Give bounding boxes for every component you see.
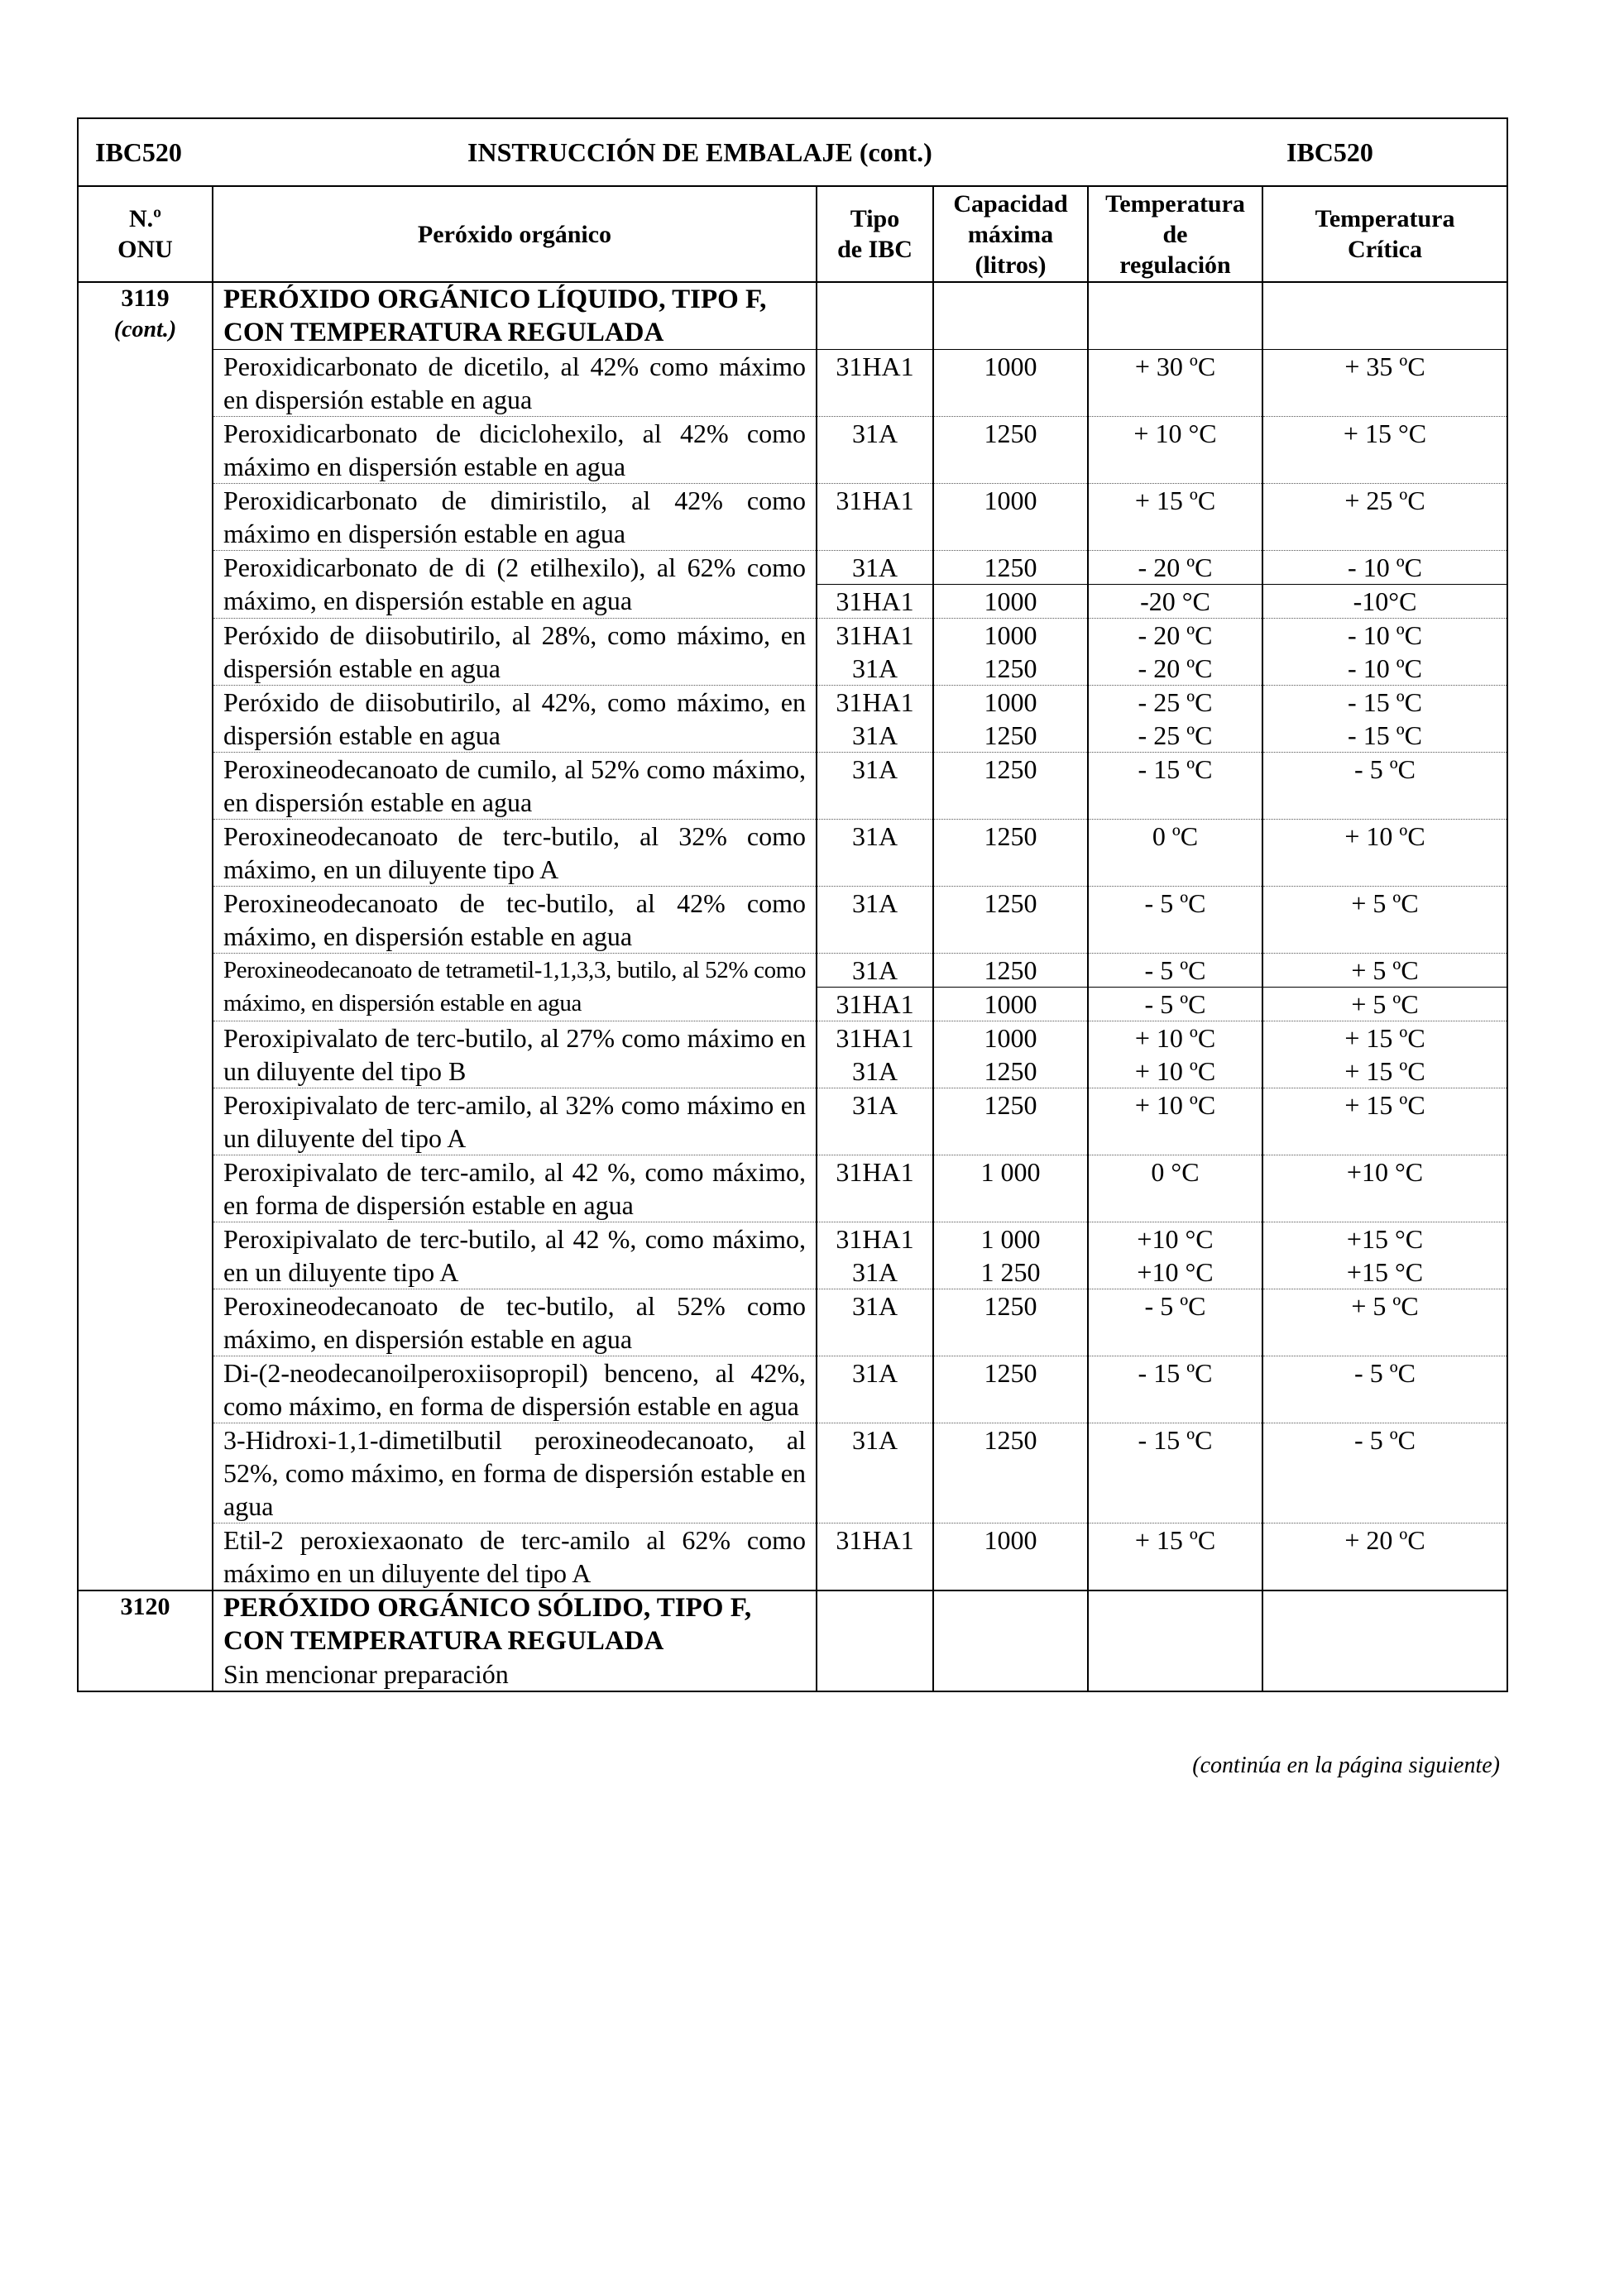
table-row <box>78 1523 1507 1591</box>
max-capacity <box>933 1021 1088 1088</box>
max-capacity <box>933 753 1088 820</box>
max-capacity-value: 1000 <box>934 987 1087 1021</box>
ibc-type <box>817 1021 933 1088</box>
instruction-code-left: IBC520 <box>95 137 182 167</box>
section-title-line: CON TEMPERATURA REGULADA <box>223 318 664 347</box>
critical-temp-value: +10 °C <box>1346 1157 1424 1187</box>
ibc-type-value: 31A <box>851 720 898 750</box>
regulation-temp <box>1088 820 1262 887</box>
header-critical-line-2: Crítica <box>1348 236 1422 263</box>
max-capacity <box>933 820 1088 887</box>
max-capacity-value: 1000 <box>984 687 1037 717</box>
max-capacity-value: 1250 <box>984 1358 1037 1388</box>
ibc-type-value: 31HA1 <box>817 987 932 1021</box>
critical-temp <box>1262 484 1507 551</box>
ibc-type <box>817 1423 933 1523</box>
max-capacity-value: 1000 <box>984 486 1037 515</box>
regulation-temp-value: + 10 ºC <box>1134 1090 1216 1120</box>
instruction-code-right: IBC520 <box>1286 137 1373 167</box>
critical-temp-value: +15 °C <box>1346 1224 1424 1254</box>
empty-cell <box>1262 282 1507 350</box>
peroxide-name-cell <box>213 350 817 417</box>
un-number-cell <box>78 282 213 1590</box>
ibc-type <box>817 1289 933 1356</box>
ibc-type-value: 31A <box>851 754 898 784</box>
ibc-type <box>817 1523 933 1591</box>
section-title-line: PERÓXIDO ORGÁNICO SÓLIDO, TIPO F, <box>223 1593 752 1623</box>
max-capacity <box>933 551 1088 619</box>
regulation-temp <box>1088 417 1262 484</box>
regulation-temp-value: - 15 ºC <box>1138 1425 1213 1455</box>
peroxide-name: Etil-2 peroxiexaonato de terc-amilo al 62% como máximo en un diluyente del tipo A <box>223 1525 806 1588</box>
table-row <box>78 551 1507 619</box>
regulation-temp <box>1088 954 1262 1021</box>
regulation-temp-value: + 10 ºC <box>1134 1056 1216 1086</box>
ibc-type <box>817 1222 933 1289</box>
table-row <box>78 954 1507 1021</box>
ibc-type <box>817 686 933 753</box>
section-title-line: PERÓXIDO ORGÁNICO LÍQUIDO, TIPO F, <box>223 285 767 314</box>
critical-temp-value: + 15 °C <box>1343 419 1427 448</box>
max-capacity-value: 1250 <box>984 821 1037 851</box>
regulation-temp <box>1088 1289 1262 1356</box>
regulation-temp-value: - 20 ºC <box>1138 653 1213 683</box>
regulation-temp <box>1088 1222 1262 1289</box>
max-capacity <box>933 417 1088 484</box>
regulation-temp-value: - 25 ºC <box>1138 687 1213 717</box>
header-un-line-2: ONU <box>117 236 173 263</box>
ibc-type <box>817 350 933 417</box>
critical-temp-value: + 5 ºC <box>1351 888 1419 918</box>
ibc-type <box>817 820 933 887</box>
regulation-temp <box>1088 551 1262 619</box>
max-capacity <box>933 484 1088 551</box>
regulation-temp <box>1088 1356 1262 1423</box>
ibc-type-value: 31A <box>851 552 898 582</box>
critical-temp-value: + 15 ºC <box>1344 1023 1425 1053</box>
ibc-type-value: 31A <box>851 821 898 851</box>
table-row <box>78 887 1507 954</box>
regulation-temp <box>1088 753 1262 820</box>
regulation-temp <box>1088 887 1262 954</box>
peroxide-name-cell <box>213 1088 817 1155</box>
peroxide-name-cell <box>213 887 817 954</box>
table-row <box>78 484 1507 551</box>
table-row <box>78 1222 1507 1289</box>
table-row <box>78 350 1507 417</box>
regulation-temp-value: - 25 ºC <box>1138 720 1213 750</box>
header-capacity-line-3: (litros) <box>975 251 1047 279</box>
ibc-type-value: 31HA1 <box>836 486 914 515</box>
max-capacity-value: 1 250 <box>980 1257 1041 1287</box>
empty-cell <box>817 1590 933 1691</box>
critical-temp <box>1262 1088 1507 1155</box>
peroxide-name: Peroxipivalato de terc-butilo, al 42 %, como máximo, en un diluyente tipo A <box>223 1224 806 1287</box>
header-regulation-line-1: Temperatura <box>1105 189 1245 218</box>
max-capacity-value: 1250 <box>984 1090 1037 1120</box>
max-capacity-value: 1 000 <box>980 1157 1041 1187</box>
un-number: 3119 <box>121 285 170 312</box>
section-row-3120 <box>78 1590 1507 1691</box>
critical-temp-value: - 15 ºC <box>1348 720 1422 750</box>
max-capacity <box>933 619 1088 686</box>
ibc-type-value: 31A <box>851 955 898 985</box>
ibc-type-value: 31A <box>851 1291 898 1321</box>
regulation-temp-value: -20 °C <box>1089 584 1262 618</box>
ibc-type <box>817 1356 933 1423</box>
critical-temp <box>1262 820 1507 887</box>
table-row <box>78 1356 1507 1423</box>
regulation-temp <box>1088 1021 1262 1088</box>
peroxide-name: Peroxipivalato de terc-amilo, al 42 %, como máximo, en forma de dispersión estable en agua <box>223 1157 806 1220</box>
max-capacity-value: 1250 <box>984 552 1037 582</box>
peroxide-name-cell <box>213 1356 817 1423</box>
peroxide-name-cell <box>213 1423 817 1523</box>
critical-temp-value: + 15 ºC <box>1344 1056 1425 1086</box>
max-capacity-value: 1250 <box>984 653 1037 683</box>
header-row <box>78 186 1507 282</box>
peroxide-name-cell <box>213 820 817 887</box>
critical-temp <box>1262 887 1507 954</box>
regulation-temp-value: + 30 ºC <box>1134 352 1216 381</box>
peroxide-name-cell <box>213 753 817 820</box>
ibc-type-value: 31HA1 <box>836 352 914 381</box>
peroxide-name-cell <box>213 1289 817 1356</box>
max-capacity-value: 1250 <box>984 754 1037 784</box>
critical-temp-value: - 10 ºC <box>1348 653 1422 683</box>
ibc-type-value: 31HA1 <box>836 620 914 650</box>
table-row <box>78 753 1507 820</box>
un-continued-note: (cont.) <box>113 317 177 342</box>
ibc-type-value: 31HA1 <box>836 1023 914 1053</box>
un-number: 3120 <box>120 1593 170 1620</box>
ibc-type-value: 31A <box>851 1056 898 1086</box>
max-capacity <box>933 1523 1088 1591</box>
regulation-temp <box>1088 686 1262 753</box>
max-capacity-value: 1000 <box>984 1023 1037 1053</box>
peroxide-name-cell <box>213 1523 817 1591</box>
peroxide-name: Di-(2-neodecanoilperoxiisopropil) benceno, al 42%, como máximo, en forma de dispersión estable en agua <box>223 1358 806 1421</box>
header-capacity-line-1: Capacidad <box>953 189 1068 218</box>
critical-temp-value: + 35 ºC <box>1344 352 1425 381</box>
ibc-type <box>817 954 933 1021</box>
regulation-temp <box>1088 1155 1262 1222</box>
packing-instruction-table <box>77 117 1508 1692</box>
peroxide-name: Peroxidicarbonato de dicetilo, al 42% como máximo en dispersión estable en agua <box>223 352 806 414</box>
critical-temp-value: + 5 ºC <box>1351 955 1419 985</box>
table-row <box>78 686 1507 753</box>
regulation-temp-value: - 5 ºC <box>1089 987 1262 1021</box>
peroxide-name-cell <box>213 619 817 686</box>
critical-temp <box>1262 1289 1507 1356</box>
ibc-type <box>817 484 933 551</box>
max-capacity <box>933 1088 1088 1155</box>
regulation-temp <box>1088 350 1262 417</box>
ibc-type <box>817 753 933 820</box>
critical-temp <box>1262 1356 1507 1423</box>
ibc-type-value: 31A <box>851 1358 898 1388</box>
table-row <box>78 619 1507 686</box>
regulation-temp-value: +10 °C <box>1137 1224 1214 1254</box>
section-title-cell <box>213 282 817 350</box>
max-capacity <box>933 1356 1088 1423</box>
header-regulation-temp <box>1088 186 1262 282</box>
critical-temp-value: - 5 ºC <box>1354 1425 1416 1455</box>
critical-temp <box>1262 1523 1507 1591</box>
section-row-3119 <box>78 282 1507 350</box>
peroxide-name-cell <box>213 954 817 1021</box>
header-regulation-line-2: de <box>1162 220 1188 248</box>
critical-temp-value: - 5 ºC <box>1354 754 1416 784</box>
max-capacity-value: 1 000 <box>980 1224 1041 1254</box>
table-row <box>78 1088 1507 1155</box>
table-row <box>78 417 1507 484</box>
regulation-temp-value: + 10 ºC <box>1134 1023 1216 1053</box>
critical-temp <box>1262 619 1507 686</box>
max-capacity <box>933 1289 1088 1356</box>
ibc-type <box>817 551 933 619</box>
regulation-temp-value: + 10 °C <box>1133 419 1217 448</box>
peroxide-name-cell <box>213 1222 817 1289</box>
table-row <box>78 1021 1507 1088</box>
regulation-temp <box>1088 484 1262 551</box>
empty-cell <box>1262 1590 1507 1691</box>
max-capacity <box>933 686 1088 753</box>
instruction-heading: INSTRUCCIÓN DE EMBALAJE (cont.) <box>467 137 932 167</box>
ibc-type <box>817 619 933 686</box>
critical-temp-value: + 20 ºC <box>1344 1525 1425 1555</box>
max-capacity-value: 1000 <box>984 1525 1037 1555</box>
header-ibc-type <box>817 186 933 282</box>
critical-temp-value: -10°C <box>1263 584 1507 618</box>
peroxide-name: Peroxineodecanoato de terc-butilo, al 32% como máximo, en un diluyente tipo A <box>223 821 806 884</box>
critical-temp-value: - 10 ºC <box>1348 620 1422 650</box>
critical-temp-value: + 25 ºC <box>1344 486 1425 515</box>
peroxide-name: Peróxido de diisobutirilo, al 28%, como máximo, en dispersión estable en agua <box>223 620 806 683</box>
table-row <box>78 1155 1507 1222</box>
max-capacity-value: 1250 <box>984 720 1037 750</box>
peroxide-name: Peroxidicarbonato de diciclohexilo, al 42% como máximo en dispersión estable en agua <box>223 419 806 481</box>
header-critical-line-1: Temperatura <box>1315 205 1455 232</box>
regulation-temp-value: 0 °C <box>1151 1157 1200 1187</box>
peroxide-name: Peroxineodecanoato de cumilo, al 52% como máximo, en dispersión estable en agua <box>223 754 806 817</box>
ibc-type-value: 31A <box>851 1257 898 1287</box>
max-capacity <box>933 1155 1088 1222</box>
empty-cell <box>933 282 1088 350</box>
title-row <box>78 118 1507 186</box>
peroxide-name-cell <box>213 417 817 484</box>
critical-temp-value: +15 °C <box>1346 1257 1424 1287</box>
ibc-type-value: 31HA1 <box>836 1525 914 1555</box>
ibc-type-value: 31A <box>851 1090 898 1120</box>
ibc-type <box>817 1088 933 1155</box>
peroxide-name-cell <box>213 551 817 619</box>
table-row <box>78 1289 1507 1356</box>
regulation-temp-value: - 5 ºC <box>1144 888 1206 918</box>
ibc-type <box>817 1155 933 1222</box>
regulation-temp-value: + 15 ºC <box>1134 1525 1216 1555</box>
critical-temp <box>1262 753 1507 820</box>
critical-temp <box>1262 1222 1507 1289</box>
regulation-temp-value: - 15 ºC <box>1138 1358 1213 1388</box>
header-ibc-line-1: Tipo <box>850 205 900 232</box>
ibc-type-value: 31A <box>851 653 898 683</box>
ibc-type <box>817 887 933 954</box>
regulation-temp <box>1088 1423 1262 1523</box>
max-capacity <box>933 1222 1088 1289</box>
ibc-type <box>817 417 933 484</box>
header-regulation-line-3: regulación <box>1119 251 1231 279</box>
max-capacity-value: 1000 <box>984 620 1037 650</box>
peroxide-name: 3-Hidroxi-1,1-dimetilbutil peroxineodecanoato, al 52%, como máximo, en forma de dispersión estable en agua <box>223 1425 806 1521</box>
critical-temp-value: + 5 ºC <box>1351 1291 1419 1321</box>
peroxide-name: Peroxidicarbonato de di (2 etilhexilo), al 62% como máximo, en dispersión estable en agua <box>223 552 806 615</box>
section-subtitle: Sin mencionar preparación <box>223 1659 509 1689</box>
header-ibc-line-2: de IBC <box>837 236 913 263</box>
regulation-temp <box>1088 1523 1262 1591</box>
critical-temp <box>1262 1423 1507 1523</box>
critical-temp <box>1262 551 1507 619</box>
critical-temp-value: - 5 ºC <box>1354 1358 1416 1388</box>
peroxide-name: Peróxido de diisobutirilo, al 42%, como máximo, en dispersión estable en agua <box>223 687 806 750</box>
peroxide-name: Peroxipivalato de terc-amilo, al 32% como máximo en un diluyente del tipo A <box>223 1090 806 1153</box>
peroxide-name-cell <box>213 686 817 753</box>
ibc-type-value: 31A <box>851 1425 898 1455</box>
max-capacity-value: 1250 <box>984 955 1037 985</box>
ibc-type-value: 31HA1 <box>817 584 932 618</box>
critical-temp <box>1262 954 1507 1021</box>
max-capacity <box>933 1423 1088 1523</box>
regulation-temp-value: - 20 ºC <box>1138 552 1213 582</box>
critical-temp <box>1262 1021 1507 1088</box>
regulation-temp-value: +10 °C <box>1137 1257 1214 1287</box>
section-title-cell <box>213 1590 817 1691</box>
title-cell <box>78 118 1507 186</box>
critical-temp <box>1262 686 1507 753</box>
max-capacity-value: 1250 <box>984 1291 1037 1321</box>
header-name-label: Peróxido orgánico <box>417 220 612 248</box>
critical-temp-value: - 15 ºC <box>1348 687 1422 717</box>
empty-cell <box>933 1590 1088 1691</box>
regulation-temp <box>1088 1088 1262 1155</box>
header-un-number <box>78 186 213 282</box>
critical-temp-value: + 10 ºC <box>1344 821 1425 851</box>
section-title-line: CON TEMPERATURA REGULADA <box>223 1626 664 1656</box>
peroxide-name: Peroxipivalato de terc-butilo, al 27% como máximo en un diluyente del tipo B <box>223 1023 806 1086</box>
critical-temp-value: + 15 ºC <box>1344 1090 1425 1120</box>
continuation-note: (continúa en la página siguiente) <box>1192 1753 1500 1778</box>
empty-cell <box>1088 282 1262 350</box>
header-capacity-line-2: máxima <box>967 220 1054 248</box>
peroxide-name: Peroxineodecanoato de tec-butilo, al 52% como máximo, en dispersión estable en agua <box>223 1291 806 1354</box>
regulation-temp-value: - 5 ºC <box>1144 1291 1206 1321</box>
critical-temp-value: - 10 ºC <box>1348 552 1422 582</box>
regulation-temp-value: 0 ºC <box>1152 821 1199 851</box>
peroxide-name: Peroxidicarbonato de dimiristilo, al 42% como máximo en dispersión estable en agua <box>223 486 806 548</box>
max-capacity-value: 1000 <box>984 352 1037 381</box>
critical-temp-value: + 5 ºC <box>1263 987 1507 1021</box>
peroxide-name-cell <box>213 484 817 551</box>
header-max-capacity <box>933 186 1088 282</box>
max-capacity-value: 1250 <box>984 419 1037 448</box>
header-organic-peroxide <box>213 186 817 282</box>
regulation-temp-value: - 15 ºC <box>1138 754 1213 784</box>
critical-temp <box>1262 417 1507 484</box>
peroxide-name: Peroxineodecanoato de tetrametil-1,1,3,3, butilo, al 52% como máximo, en dispersión estable en agua <box>223 957 806 1016</box>
table-row <box>78 1423 1507 1523</box>
max-capacity <box>933 350 1088 417</box>
max-capacity <box>933 954 1088 1021</box>
regulation-temp-value: - 5 ºC <box>1144 955 1206 985</box>
regulation-temp-value: + 15 ºC <box>1134 486 1216 515</box>
regulation-temp-value: - 20 ºC <box>1138 620 1213 650</box>
ibc-type-value: 31HA1 <box>836 1224 914 1254</box>
critical-temp <box>1262 1155 1507 1222</box>
critical-temp <box>1262 350 1507 417</box>
ibc-type-value: 31HA1 <box>836 1157 914 1187</box>
max-capacity-value: 1250 <box>984 888 1037 918</box>
max-capacity-value: 1250 <box>984 1056 1037 1086</box>
ibc-type-value: 31HA1 <box>836 687 914 717</box>
regulation-temp <box>1088 619 1262 686</box>
max-capacity-value: 1250 <box>984 1425 1037 1455</box>
ibc-type-value: 31A <box>851 419 898 448</box>
peroxide-name-cell <box>213 1021 817 1088</box>
empty-cell <box>817 282 933 350</box>
ibc-type-value: 31A <box>851 888 898 918</box>
header-critical-temp <box>1262 186 1507 282</box>
un-number-cell <box>78 1590 213 1691</box>
max-capacity <box>933 887 1088 954</box>
peroxide-name-cell <box>213 1155 817 1222</box>
header-un-line-1: N.º <box>128 205 162 232</box>
table-row <box>78 820 1507 887</box>
peroxide-name: Peroxineodecanoato de tec-butilo, al 42% como máximo, en dispersión estable en agua <box>223 888 806 951</box>
max-capacity-value: 1000 <box>934 584 1087 618</box>
empty-cell <box>1088 1590 1262 1691</box>
